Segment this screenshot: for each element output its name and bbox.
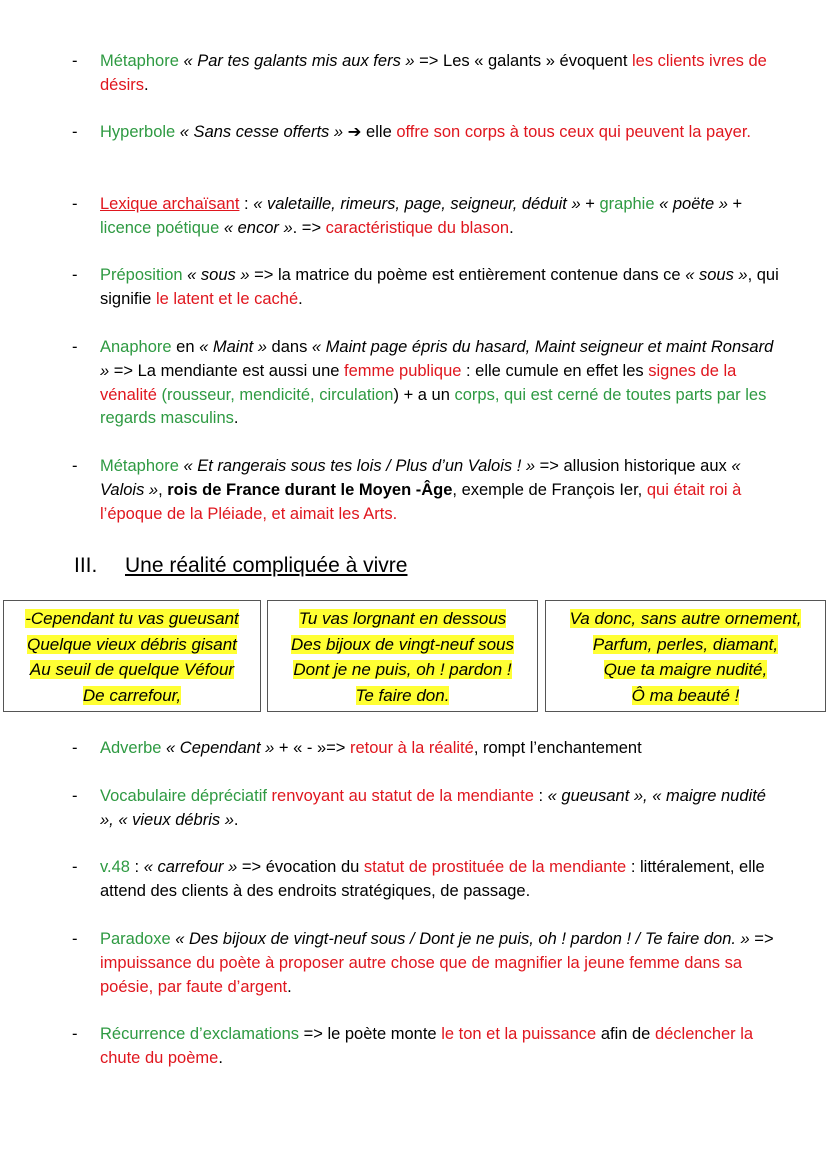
poem-line: Des bijoux de vingt-neuf sous bbox=[290, 634, 515, 654]
text-segment: corps, qui est cerné de toutes parts par les regards masculins bbox=[100, 385, 767, 428]
bullet-dash: - bbox=[72, 195, 78, 213]
text-segment: afin de bbox=[596, 1025, 655, 1043]
text-segment: . bbox=[218, 1048, 223, 1067]
text-segment: . bbox=[233, 409, 239, 428]
bullet-dash: - bbox=[72, 1025, 78, 1043]
text-segment: femme publique bbox=[344, 361, 462, 380]
text-segment: , exemple de François Ier, bbox=[452, 480, 647, 499]
poem-line: Va donc, sans autre ornement, bbox=[569, 609, 802, 628]
poem-quote-box bbox=[3, 600, 261, 712]
text-segment: v.48 bbox=[100, 858, 130, 876]
text-segment: Métaphore bbox=[100, 52, 184, 70]
text-segment: retour à la réalité bbox=[350, 739, 474, 757]
text-segment: « Cependant » bbox=[166, 739, 275, 757]
text-segment: « Et rangerais sous tes lois / Plus d’un Valois ! » bbox=[183, 457, 536, 475]
text-segment: impuissance du poète à proposer autre chose que de magnifier la jeune femme dans sa poésie, par faute d’argent bbox=[100, 953, 743, 996]
bullet-text bbox=[100, 928, 780, 999]
poem-line: De carrefour, bbox=[82, 685, 182, 705]
text-segment: « gueusant », « maigre nudité », « vieux débris » bbox=[100, 787, 766, 829]
text-segment: le ton et la puissance bbox=[441, 1025, 597, 1043]
bullet-dash: - bbox=[72, 266, 78, 284]
text-segment: Lexique archaïsant bbox=[100, 195, 240, 213]
bullet-text bbox=[100, 1023, 780, 1071]
bullet-text bbox=[100, 336, 780, 431]
text-segment: graphie bbox=[599, 195, 660, 213]
text-segment: « encor » bbox=[223, 218, 293, 237]
text-segment: . bbox=[298, 289, 303, 308]
bullet-dash: - bbox=[72, 457, 78, 475]
text-segment: => le poète monte bbox=[303, 1025, 442, 1043]
text-segment: . bbox=[233, 810, 239, 829]
text-segment: déclencher la chute du poème bbox=[100, 1025, 754, 1067]
text-segment: : bbox=[239, 195, 254, 213]
text-segment: . bbox=[287, 977, 292, 996]
text-segment: « valetaille, rimeurs, page, seigneur, déduit » bbox=[253, 195, 581, 213]
text-segment: Vocabulaire dépréciatif bbox=[100, 787, 272, 805]
text-segment: + bbox=[580, 195, 600, 213]
text-segment: dans bbox=[266, 338, 312, 356]
text-segment: Préposition bbox=[100, 266, 188, 284]
text-segment: « Des bijoux de vingt-neuf sous / Dont je ne puis, oh ! pardon ! / Te faire don. » bbox=[175, 930, 750, 948]
text-segment: Anaphore bbox=[100, 338, 177, 356]
text-segment: Métaphore bbox=[100, 457, 184, 475]
text-segment: : littéralement, elle attend des clients à des endroits stratégiques, de passage. bbox=[100, 858, 765, 900]
text-segment: signes de la vénalité bbox=[100, 361, 737, 404]
poem-line: -Cependant tu vas gueusant bbox=[25, 609, 239, 628]
section-title: Une réalité compliquée à vivre bbox=[125, 554, 408, 577]
text-segment: licence poétique bbox=[100, 218, 224, 237]
text-segment: (rousseur, mendicité, circulation bbox=[161, 385, 394, 404]
text-segment: « Maint » bbox=[199, 338, 267, 356]
text-segment: Adverbe bbox=[100, 739, 167, 757]
text-segment: : bbox=[533, 787, 548, 805]
text-segment: « Par tes galants mis aux fers » bbox=[183, 52, 415, 70]
poem-line: Tu vas lorgnant en dessous bbox=[298, 609, 507, 628]
text-segment: => la matrice du poème est entièrement contenue dans ce bbox=[249, 266, 686, 284]
bullet-dash: - bbox=[72, 858, 78, 876]
text-segment: « Maint page épris du hasard, Maint seigneur et maint Ronsard » bbox=[100, 338, 774, 380]
text-segment: => Les « galants » évoquent bbox=[414, 52, 632, 70]
text-segment: ➔ elle bbox=[343, 123, 397, 141]
text-segment: offre son corps à tous ceux qui peuvent la payer. bbox=[396, 123, 751, 141]
text-segment: les clients ivres de désirs bbox=[100, 52, 767, 94]
text-segment: . => bbox=[292, 218, 326, 237]
bullet-text bbox=[100, 856, 780, 904]
text-segment: « carrefour » bbox=[143, 858, 238, 876]
poem-line: Que ta maigre nudité, bbox=[603, 660, 768, 679]
text-segment: « poëte » bbox=[659, 195, 728, 213]
bullet-text bbox=[100, 121, 780, 145]
text-segment: en bbox=[176, 338, 200, 356]
bullet-dash: - bbox=[72, 52, 78, 70]
bullet-dash: - bbox=[72, 338, 78, 356]
text-segment: renvoyant au statut de la mendiante bbox=[271, 787, 534, 805]
text-segment: + bbox=[727, 195, 743, 213]
text-segment: « Valois » bbox=[100, 457, 741, 499]
text-segment: => La mendiante est aussi une bbox=[109, 361, 345, 380]
text-segment: : elle cumule en effet les bbox=[461, 361, 649, 380]
poem-line: Parfum, perles, diamant, bbox=[592, 634, 779, 654]
bullet-text bbox=[100, 264, 780, 312]
bullet-text bbox=[100, 785, 780, 833]
text-segment: rois de France durant le Moyen -Âge bbox=[167, 480, 453, 499]
bullet-dash: - bbox=[72, 739, 78, 757]
bullet-dash: - bbox=[72, 787, 78, 805]
text-segment: statut de prostituée de la mendiante bbox=[363, 858, 627, 876]
text-segment: => bbox=[749, 930, 774, 948]
bullet-dash: - bbox=[72, 123, 78, 141]
bullet-dash: - bbox=[72, 930, 78, 948]
text-segment: + « - »=> bbox=[274, 739, 350, 757]
text-segment: : bbox=[129, 858, 144, 876]
bullet-text bbox=[100, 50, 780, 98]
text-segment: , rompt l’enchantement bbox=[473, 739, 642, 757]
section-number: III. bbox=[74, 554, 98, 577]
poem-quote-box bbox=[267, 600, 538, 712]
poem-line: Au seuil de quelque Véfour bbox=[29, 660, 235, 679]
text-segment: le latent et le caché bbox=[155, 289, 299, 308]
text-segment: caractéristique du blason bbox=[325, 218, 510, 237]
bullet-text bbox=[100, 455, 780, 526]
text-segment: ) + a un bbox=[393, 385, 455, 404]
bullet-text bbox=[100, 737, 780, 761]
text-segment: Récurrence d’exclamations bbox=[100, 1025, 304, 1043]
poem-line: Te faire don. bbox=[355, 685, 450, 705]
poem-line: Ô ma beauté ! bbox=[631, 685, 740, 705]
text-segment: Paradoxe bbox=[100, 930, 176, 948]
bullet-text bbox=[100, 193, 780, 241]
text-segment: « sous » bbox=[187, 266, 250, 284]
text-segment: « sous » bbox=[685, 266, 748, 284]
text-segment: . bbox=[144, 75, 149, 94]
text-segment: , bbox=[158, 480, 168, 499]
text-segment: qui était roi à l’époque de la Pléiade, et aimait les Arts. bbox=[100, 480, 742, 523]
poem-quote-box bbox=[545, 600, 826, 712]
text-segment: => allusion historique aux bbox=[535, 457, 732, 475]
poem-line: Dont je ne puis, oh ! pardon ! bbox=[293, 660, 512, 679]
text-segment: . bbox=[509, 218, 514, 237]
text-segment: « Sans cesse offerts » bbox=[179, 123, 344, 141]
text-segment: Hyperbole bbox=[100, 123, 180, 141]
text-segment: , qui signifie bbox=[100, 266, 779, 308]
poem-line: Quelque vieux débris gisant bbox=[27, 634, 237, 654]
text-segment: => évocation du bbox=[237, 858, 364, 876]
